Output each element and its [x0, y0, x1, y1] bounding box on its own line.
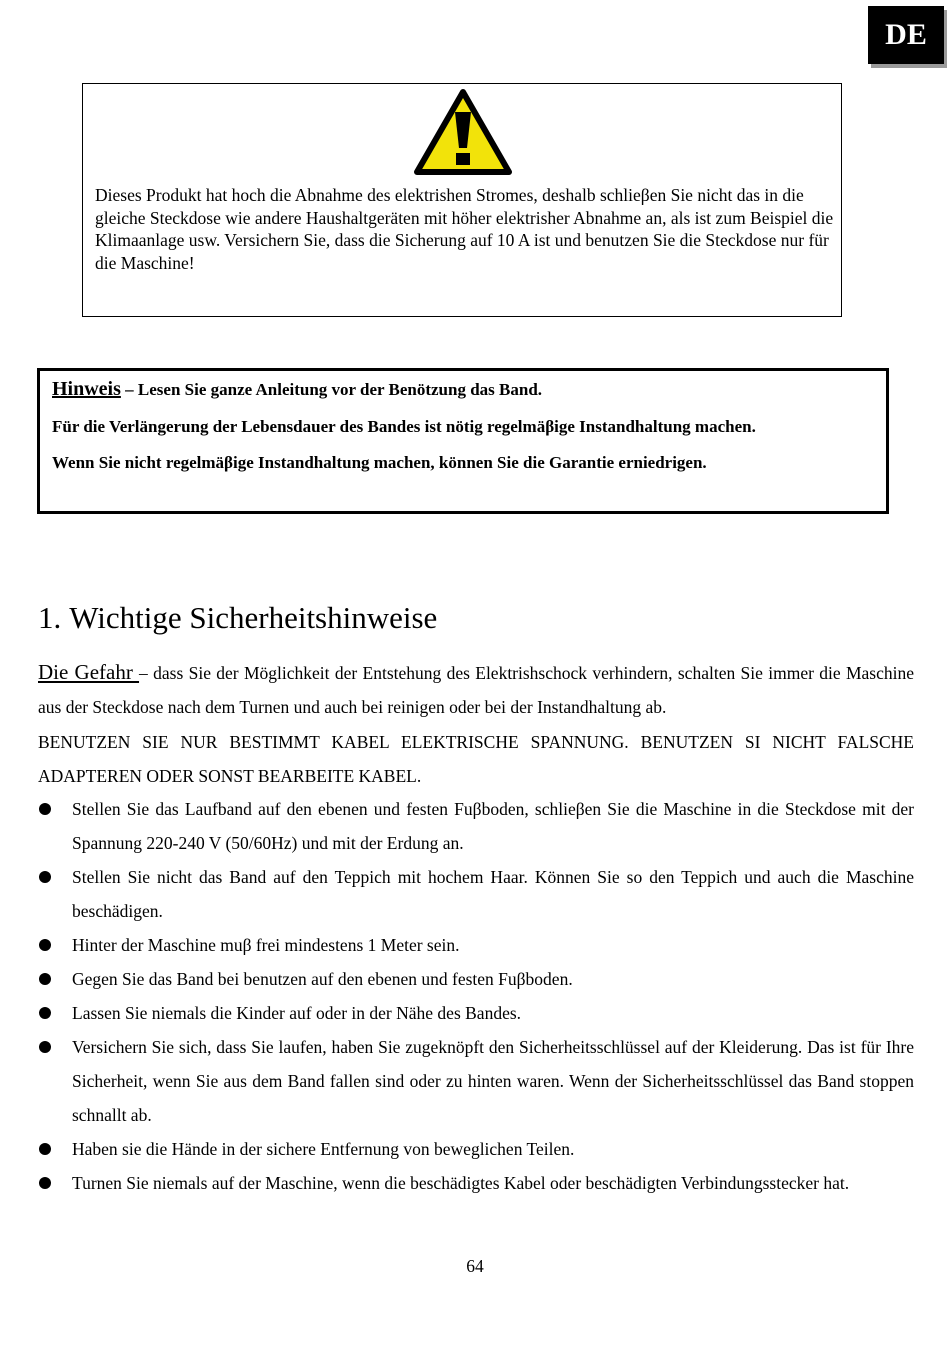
danger-label: Die Gefahr	[38, 660, 140, 684]
list-item	[38, 996, 914, 1030]
section-number: 1.	[38, 600, 62, 635]
cable-caps-warning: BENUTZEN SIE NUR BESTIMMT KABEL ELEKTRISCHE SPANNUNG. BENUTZEN SI NICHT FALSCHE ADAPTEREN ODER SONST BEARBEITE KABEL.	[38, 732, 914, 786]
list-item-text: Haben sie die Hände in der sichere Entfernung von beweglichen Teilen.	[72, 1139, 575, 1159]
note-line-1-text: – Lesen Sie ganze Anleitung vor der Benötzung das Band.	[120, 380, 543, 399]
danger-paragraph	[38, 655, 914, 724]
bullet-dot-icon	[39, 1177, 51, 1189]
note-label: Hinweis	[52, 378, 121, 400]
list-item-text: Gegen Sie das Band bei benutzen auf den ebenen und festen Fuβboden.	[72, 969, 573, 989]
list-item	[38, 792, 914, 860]
bullet-dot-icon	[39, 1007, 51, 1019]
note-line-3: Wenn Sie nicht regelmäβige Instandhaltung machen, können Sie die Garantie erniedrigen.	[52, 453, 707, 472]
bullet-dot-icon	[39, 871, 51, 883]
list-item	[38, 1166, 914, 1200]
list-item-text: Versichern Sie sich, dass Sie laufen, haben Sie zugeknöpft den Sicherheitsschlüssel auf der Kleiderung. Das ist für Ihre Sicherheit, wenn Sie aus dem Band fallen sind oder zu hinten waren. Wenn der Sicherheitsschlüssel das Band stoppen schnallt ab.	[72, 1037, 914, 1125]
electrical-warning-box	[82, 83, 842, 317]
page-number: 64	[466, 1256, 484, 1276]
bullet-dot-icon	[39, 1143, 51, 1155]
list-item	[38, 928, 914, 962]
danger-dash: –	[139, 663, 154, 683]
warning-triangle-icon	[413, 88, 513, 176]
bullet-dot-icon	[39, 803, 51, 815]
list-item	[38, 962, 914, 996]
bullet-dot-icon	[39, 939, 51, 951]
section-title-text: Wichtige Sicherheitshinweise	[69, 600, 438, 635]
list-item-text: Stellen Sie das Laufband auf den ebenen und festen Fuβboden, schlieβen Sie die Maschine in die Steckdose mit der Spannung 220-240 V (50/60Hz) und mit der Erdung an.	[72, 799, 914, 853]
safety-bullet-list	[38, 792, 914, 1200]
list-item-text: Turnen Sie niemals auf der Maschine, wenn die beschädigtes Kabel oder beschädigten Verbindungsstecker hat.	[72, 1173, 850, 1193]
note-box	[37, 368, 889, 514]
section-title	[38, 600, 437, 636]
note-line-1	[52, 378, 542, 401]
list-item-text: Hinter der Maschine muβ frei mindestens 1 Meter sein.	[72, 935, 460, 955]
list-item	[38, 1030, 914, 1132]
bullet-dot-icon	[39, 1041, 51, 1053]
list-item-text: Lassen Sie niemals die Kinder auf oder in der Nähe des Bandes.	[72, 1003, 522, 1023]
danger-text: dass Sie der Möglichkeit der Entstehung des Elektrishschock verhindern, schalten Sie immer die Maschine aus der Steckdose nach dem Turnen und auch bei reinigen oder bei der Instandhaltung ab.	[38, 663, 914, 717]
list-item-text: Stellen Sie nicht das Band auf den Teppich mit hochem Haar. Können Sie so den Teppich und auch die Maschine beschädigen.	[72, 867, 914, 921]
bullet-dot-icon	[39, 973, 51, 985]
note-line-2: Für die Verlängerung der Lebensdauer des Bandes ist nötig regelmäβige Instandhaltung machen.	[52, 417, 756, 436]
language-badge: DE	[868, 6, 944, 64]
list-item	[38, 860, 914, 928]
warning-text: Dieses Produkt hat hoch die Abnahme des elektrishen Stromes, deshalb schlieβen Sie nicht das in die gleiche Steckdose wie andere Haushaltgeräten mit höher elektrisher Abnahme an, als ist zum Beispiel die Klimaanlage usw. Versichern Sie, dass die Sicherung auf 10 A ist und benutzen Sie die Steckdose nur für die Maschine!	[95, 185, 834, 273]
list-item	[38, 1132, 914, 1166]
